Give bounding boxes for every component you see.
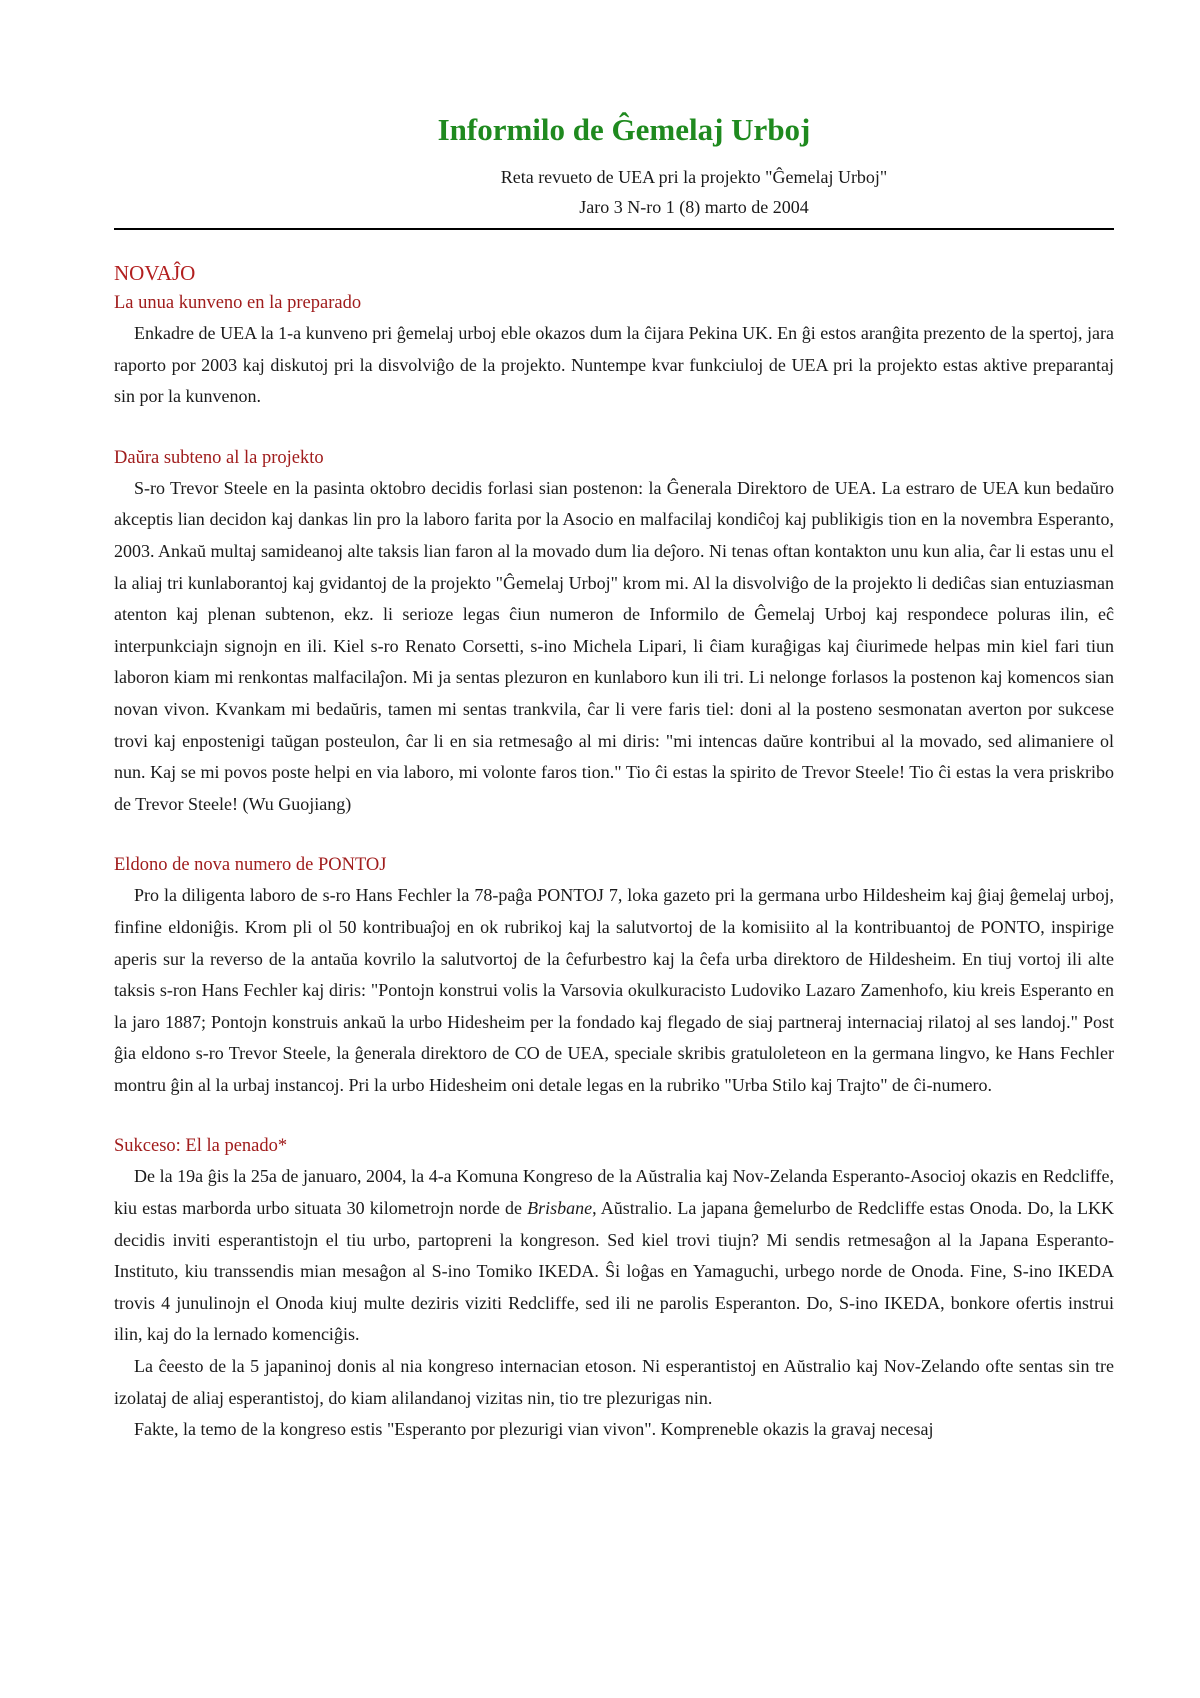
paragraph-text: , Aŭstralio. La japana ĝemelurbo de Redcliffe estas Onoda. Do, la LKK decidis inviti esperantistojn el tiu urbo, partopreni la kongreson. Sed kiel trovi tiujn? Mi sendis retmesaĝon al la Japana Esperanto-Instituto, kiu transsendis mian mesaĝon al S-ino Tomiko IKEDA. Ŝi loĝas en Yamaguchi, urbego norde de Onoda. Fine, S-ino IKEDA trovis 4 junulinojn el Onoda kiuj multe deziris viziti Redcliffe, sed ili ne parolis Esperanton. Do, S-ino IKEDA, bonkore ofertis instrui ilin, kaj do la lernado komenciĝis.	[114, 1198, 1115, 1345]
article-paragraph: S-ro Trevor Steele en la pasinta oktobro decidis forlasi sian postenon: la Ĝenerala Direktoro de UEA. La estraro de UEA kun bedaŭro akceptis lian decidon kaj dankas lin pro la laboro farita por la Asocio en malfacilaj kondiĉoj kaj publikigis tion en la novembra Esperanto, 2003. Ankaŭ multaj samideanoj alte taksis lian faron al la movado dum lia deĵoro. Ni tenas oftan kontakton unu kun alia, ĉar li estas unu el la aliaj tri kunlaborantoj kaj gvidantoj de la projekto "Ĝemelaj Urboj" krom mi. Al la disvolviĝo de la projekto li dediĉas sian entuziasman atenton kaj plenan subtenon, ekz. li serioze legas ĉiun numeron de Informilo de Ĝemelaj Urboj kaj respondece poluras ilin, eĉ interpunkciajn signojn en ili. Kiel s-ro Renato Corsetti, s-ino Michela Lipari, li ĉiam kuraĝigas kaj ĉiurimede helpas min kiel fari tiun laboron kiam mi renkontas malfacilaĵon. Mi ja sentas plezuron en kunlaboro kun ili tri. Li nelonge forlasos la postenon kaj komencos sian novan vivon. Kvankam mi bedaŭris, tamen mi sentas trankvila, ĉar li vere faris tiel: doni al la posteno sesmonatan averton por sukcese trovi kaj enpostenigi taŭgan posteulon, ĉar li en sia retmesaĝo al mi diris: "mi intencas daŭre kontribui al la movado, sed alimaniere ol nun. Kaj se mi povos poste helpi en via laboro, mi volonte faros tion." Tio ĉi estas la spirito de Trevor Steele! Tio ĉi estas la vera priskribo de Trevor Steele! (Wu Guojiang)	[114, 477, 1114, 814]
article-title: Eldono de nova numero de PONTOJ	[114, 855, 387, 876]
article-continued-support	[114, 443, 1114, 821]
article-title: Sukceso: El la penado*	[114, 1136, 288, 1157]
article-first-meeting	[114, 288, 1114, 413]
section-heading: NOVAĴO	[114, 261, 196, 285]
newsletter-title: Informilo de Ĝemelaj Urboj	[437, 112, 811, 147]
place-name: Brisbane	[527, 1198, 593, 1219]
article-success	[114, 1131, 1114, 1445]
newsletter-subtitle: Reta revueto de UEA pri la projekto "Ĝemelaj Urboj"	[500, 167, 888, 187]
article-paragraph: Pro la diligenta laboro de s-ro Hans Fechler la 78-paĝa PONTOJ 7, loka gazeto pri la germana urbo Hildesheim kaj ĝiaj ĝemelaj urboj, finfine eldoniĝis. Krom pli ol 50 kontribuaĵoj en ok rubrikoj kaj la salutvortoj de la komisiito al la kontribuantoj de PONTO, inspirige aperis sur la reverso de la antaŭa kovrilo la salutvortoj de la ĉefurbestro kaj la ĉefa urba direktoro de Hildesheim. En tiuj vortoj ili alte taksis s-ron Hans Fechler kaj diris: "Pontojn konstrui volis la Varsovia okulkuracisto Ludoviko Lazaro Zamenhofo, kiu kreis Esperanto en la jaro 1887; Pontojn konstruis ankaŭ la urbo Hidesheim per la fondado kaj flegado de siaj partneraj internaciaj rilatoj al ses landoj." Post ĝia eldono s-ro Trevor Steele, la ĝenerala direktoro de CO de UEA, speciale skribis gratuloleteon en la germana lingvo, ke Hans Fechler montru ĝin al la urbaj instancoj. Pri la urbo Hidesheim oni detale legas en la rubriko "Urba Stilo kaj Trajto" de ĉi-numero.	[114, 885, 1114, 1095]
issue-info: Jaro 3 N-ro 1 (8) marto de 2004	[579, 197, 809, 217]
article-paragraph	[114, 1161, 1114, 1351]
article-pontoj-issue	[114, 850, 1114, 1101]
article-title: Daŭra subteno al la projekto	[114, 447, 324, 468]
article-paragraph: Fakte, la temo de la kongreso estis "Esperanto por plezurigi vian vivon". Kompreneble okazis la gravaj necesaj	[134, 1419, 934, 1440]
paragraph-text: De la 19a ĝis la 25a de januaro, 2004, la 4-a Komuna Kongreso de la Aŭstralia kaj Nov-Zelanda Esperanto-Asocioj okazis en Redcliffe, kiu estas marborda urbo situata 30 kilometrojn norde de	[114, 1166, 1114, 1219]
article-paragraph: Enkadre de UEA la 1-a kunveno pri ĝemelaj urboj eble okazos dum la ĉijara Pekina UK. En ĝi estos aranĝita prezento de la spertoj, jara raporto por 2003 kaj diskutoj pri la disvolviĝo de la projekto. Nuntempe kvar funkciuloj de UEA pri la projekto estas aktive preparantaj sin por la kunvenon.	[114, 323, 1114, 407]
article-title: La unua kunveno en la preparado	[114, 293, 362, 313]
header-divider	[114, 228, 1114, 230]
article-paragraph: La ĉeesto de la 5 japaninoj donis al nia kongreso internacian etoson. Ni esperantistoj en Aŭstralio kaj Nov-Zelando ofte sentas sin tre izolataj de aliaj esperantistoj, do kiam alilandanoj vizitas nin, tio tre plezurigas nin.	[114, 1356, 1114, 1408]
